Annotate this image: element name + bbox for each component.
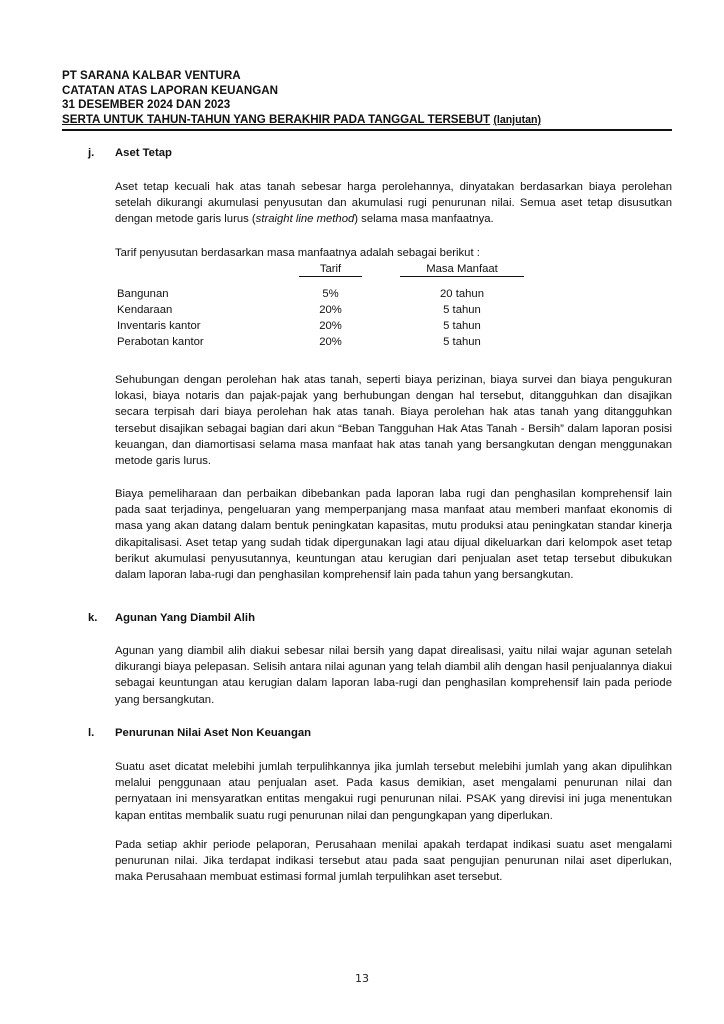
useful-life: 20 tahun [440, 288, 484, 300]
table-row [115, 288, 535, 304]
column-header-useful-life: Masa Manfaat [426, 263, 498, 275]
report-period [62, 113, 674, 128]
column-header-underline [400, 276, 524, 277]
useful-life: 5 tahun [443, 336, 481, 348]
section-letter: l. [88, 727, 95, 739]
table-row [115, 336, 535, 352]
paragraph-maintenance-costs: Biaya pemeliharaan dan perbaikan dibebankan pada laporan laba rugi dan penghasilan komprehensif lain pada saat terjadinya, pengeluaran yang memperpanjang masa manfaat atau memberi manfaat ekonomis di masa yang akan datang dalam bentuk peningkatan kapasitas, mutu produksi atau peningkatan standar kinerja dikapitalisasi. Aset tetap yang sudah tidak dipergunakan lagi atau dijual dikeluarkan dari kelompok aset tetap berikut akumulasi penyusutannya, keuntungan atau kerugian dari penjualan aset tetap tersebut dibukukan dalam laporan laba-rugi dan penghasilan komprehensif lain pada tahun yang bersangkutan. [115, 488, 672, 582]
table-row [115, 320, 535, 336]
section-heading-l [88, 727, 311, 739]
paragraph-text: Aset tetap kecuali hak atas tanah sebesar harga perolehannya, dinyatakan berdasarkan biaya perolehan setelah dikurangi akumulasi penyusutan dan akumulasi rugi penurunan nilai. Semua aset tetap disusutkan dengan metode garis lurus ( [115, 181, 672, 226]
asset-name: Kendaraan [117, 304, 173, 316]
company-name: PT SARANA KALBAR VENTURA [62, 69, 241, 82]
section-title: Aset Tetap [115, 147, 172, 159]
document-title: CATATAN ATAS LAPORAN KEUANGAN [62, 83, 278, 97]
useful-life: 5 tahun [443, 304, 481, 316]
section-letter: j. [88, 147, 95, 159]
column-header-rate: Tarif [319, 263, 342, 275]
section-title: Penurunan Nilai Aset Non Keuangan [115, 727, 312, 739]
section-heading-k [88, 612, 255, 624]
paragraph-impairment-recognition: Suatu aset dicatat melebihi jumlah terpulihkannya jika jumlah tersebut melebihi jumlah yang akan dipulihkan melalui penggunaan atau penjualan aset. Pada kasus demikian, aset mengalami penurunan nilai dan pernyataan ini mensyaratkan entitas mengakui rugi penurunan nilai. PSAK yang direvisi ini juga menentukan kapan entitas membalik suatu rugi penurunan nilai dan pengungkapan yang diperlukan. [115, 761, 672, 822]
paragraph-foreclosed-collateral: Agunan yang diambil alih diakui sebesar nilai bersih yang dapat direalisasi, yaitu nilai wajar agunan setelah dikurangi biaya pelepasan. Selisih antara nilai agunan yang telah diambil alih dengan hasil penjualannya diakui sebagai keuntungan atau kerugian dalam laporan laba-rugi dan penghasilan komprehensif lain pada periode yang bersangkutan. [115, 645, 672, 706]
header-divider [62, 129, 672, 131]
table-intro: Tarif penyusutan berdasarkan masa manfaatnya adalah sebagai berikut : [115, 247, 480, 259]
useful-life: 5 tahun [443, 320, 481, 332]
paragraph-impairment-assessment: Pada setiap akhir periode pelaporan, Perusahaan menilai apakah terdapat indikasi suatu aset mengalami penurunan nilai. Jika terdapat indikasi tersebut atau pada saat pengujian penurunan nilai aset diperlukan, maka Perusahaan membuat estimasi formal jumlah terpulihkan aset tersebut. [115, 839, 672, 884]
paragraph-text: ) selama masa manfaatnya. [354, 213, 494, 226]
section-title: Agunan Yang Diambil Alih [115, 612, 255, 624]
document-header [62, 69, 674, 127]
depreciation-rate: 20% [319, 304, 342, 316]
section-heading-j [88, 147, 172, 159]
continued-label: (lanjutan) [493, 113, 542, 126]
page-number: 13 [355, 972, 369, 985]
asset-name: Inventaris kantor [117, 320, 201, 332]
paragraph-land-rights: Sehubungan dengan perolehan hak atas tanah, seperti biaya perizinan, biaya survei dan biaya pengukuran lokasi, biaya notaris dan pajak-pajak yang berhubungan dengan hal tersebut, ditangguhkan dan disajikan secara terpisah dari biaya perolehan hak atas tanah. Biaya perolehan hak atas tanah yang ditangguhkan tersebut disajikan sebagai bagian dari akun “Beban Tangguhan Hak Atas Tanah - Bersih” dalam laporan posisi keuangan, dan diamortisasi selama masa manfaat hak atas tanah yang bersangkutan dengan menggunakan metode garis lurus. [115, 374, 672, 468]
italic-term: straight line method [255, 213, 355, 226]
paragraph-fixed-assets-intro [115, 179, 672, 228]
depreciation-rate: 20% [319, 336, 342, 348]
report-date: 31 DESEMBER 2024 DAN 2023 [62, 98, 231, 112]
table-row [115, 304, 535, 320]
asset-name: Bangunan [117, 288, 169, 300]
column-header-underline [299, 276, 362, 277]
section-letter: k. [88, 612, 98, 624]
depreciation-rate: 5% [322, 288, 339, 300]
depreciation-rate: 20% [319, 320, 342, 332]
asset-name: Perabotan kantor [117, 336, 204, 348]
period-text: SERTA UNTUK TAHUN-TAHUN YANG BERAKHIR PADA TANGGAL TERSEBUT [62, 112, 491, 126]
